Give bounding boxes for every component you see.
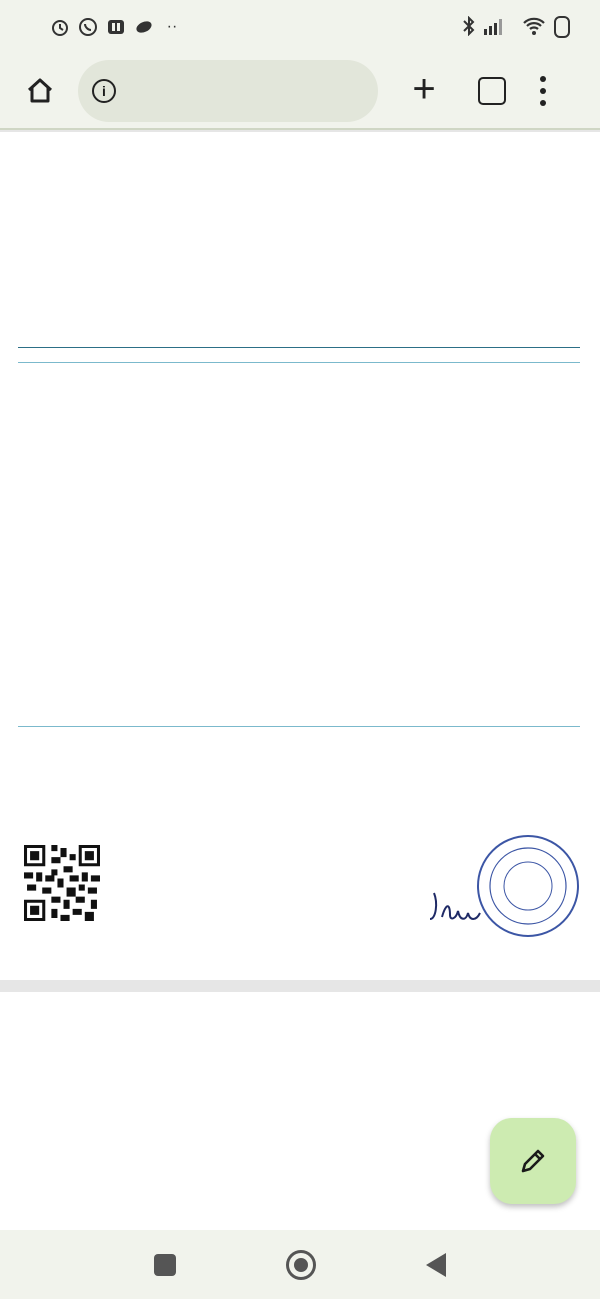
qr-code[interactable] — [24, 845, 100, 921]
edit-fab-button[interactable] — [490, 1118, 576, 1204]
address-bar[interactable] — [78, 60, 378, 122]
recents-button[interactable] — [154, 1254, 176, 1276]
signal-icon — [484, 17, 506, 38]
lab-stamp — [474, 832, 582, 940]
home-button[interactable] — [18, 69, 62, 113]
battery-icon — [554, 16, 570, 38]
alarm-icon — [50, 17, 70, 37]
tab-switcher-button[interactable] — [478, 77, 506, 105]
whatsapp-icon — [78, 17, 98, 37]
report-page-1 — [0, 132, 600, 980]
system-nav-bar — [0, 1230, 600, 1299]
home-nav-button[interactable] — [286, 1250, 316, 1280]
home-icon — [25, 76, 55, 106]
news-icon — [106, 17, 126, 37]
back-button[interactable] — [426, 1253, 446, 1277]
more-notifications-icon: ·· — [166, 18, 178, 35]
pencil-icon — [518, 1146, 548, 1176]
browser-toolbar — [0, 54, 600, 130]
info-icon[interactable]: i — [92, 79, 116, 103]
leaf-icon — [134, 17, 154, 37]
header-divider — [18, 347, 580, 348]
new-tab-button[interactable]: + — [412, 67, 436, 111]
bluetooth-icon — [462, 16, 476, 39]
status-bar — [0, 0, 600, 54]
browser-menu-button[interactable] — [538, 76, 548, 106]
wifi-icon — [522, 16, 546, 39]
performer-divider — [18, 726, 580, 727]
section-divider — [18, 362, 580, 363]
